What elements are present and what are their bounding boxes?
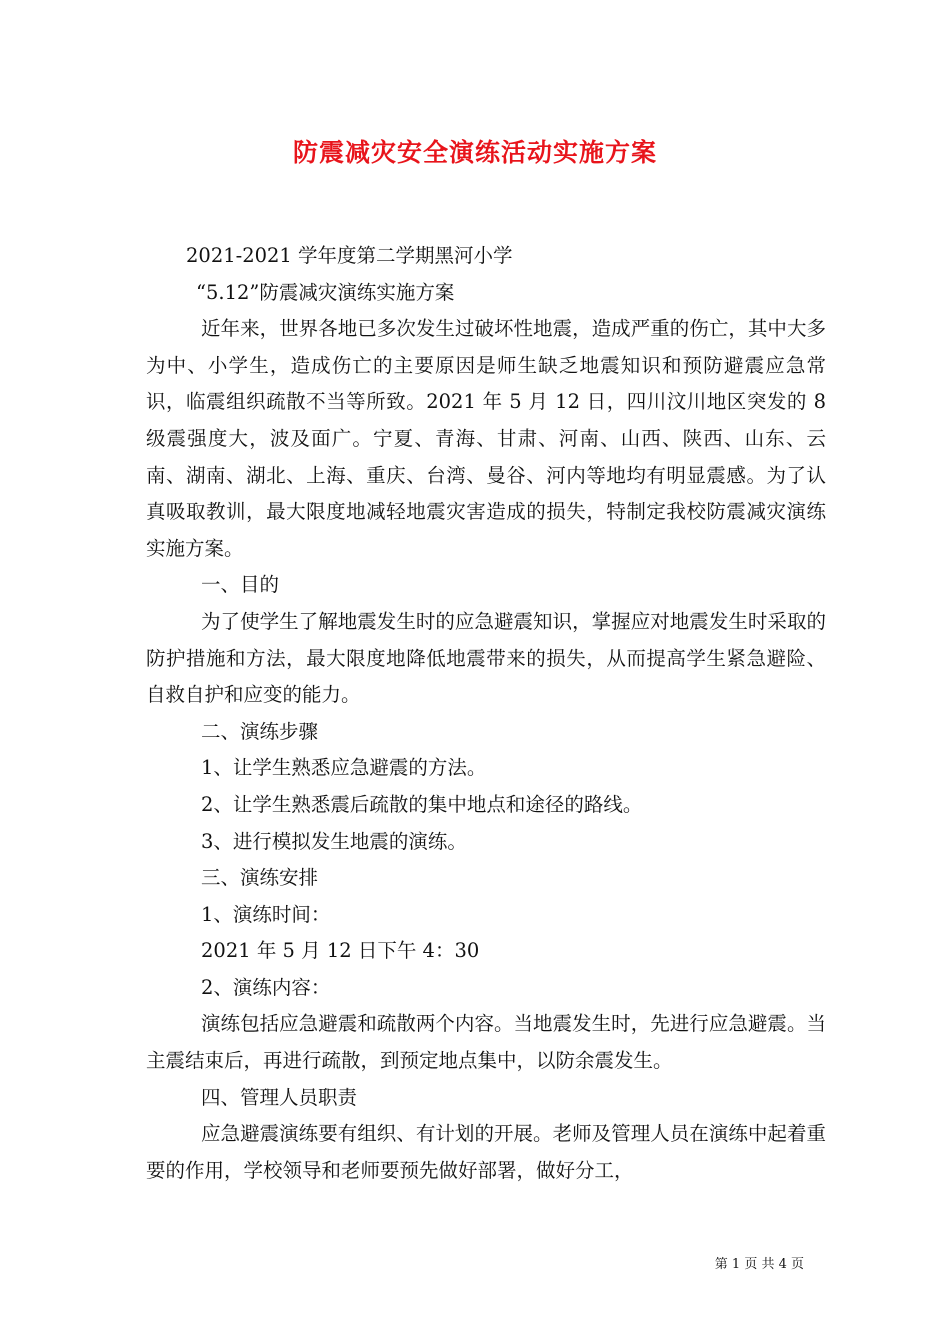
intro-paragraph: 近年来，世界各地已多次发生过破坏性地震，造成严重的伤亡，其中大多为中、小学生，造成伤亡的主要原因是师生缺乏地震知识和预防避震应急常识，临震组织疏散不当等所致。2021 年 5 月 12 日，四川汶川地区突发的 8 级震强度大，波及面广。宁夏、青海、甘肃、河南、山西、陕西、山东、云南、湖南、湖北、上海、重庆、台湾、曼谷、河内等地均有明显震感。为了认真吸取教训，最大限度地减轻地震灾害造成的损失，特制定我校防震减灾演练实施方案。 (146, 317, 826, 560)
page-indicator: 第 1 页 共 4 页 (714, 1257, 804, 1272)
drill-content-paragraph: 演练包括应急避震和疏散两个内容。当地震发生时，先进行应急避震。当主震结束后，再进行疏散，到预定地点集中，以防余震发生。 (146, 1012, 826, 1073)
drill-time-label: 1、演练时间： (201, 902, 331, 926)
step-item: 2、让学生熟悉震后疏散的集中地点和途径的路线。 (201, 792, 643, 816)
section-heading-arrangement: 三、演练安排 (201, 866, 319, 890)
section-heading-steps: 二、演练步骤 (201, 719, 319, 743)
subtitle-school: 2021-2021 学年度第二学期黑河小学 (186, 244, 513, 267)
drill-time-value: 2021 年 5 月 12 日下午 4：30 (201, 939, 480, 963)
duties-paragraph: 应急避震演练要有组织、有计划的开展。老师及管理人员在演练中起着重要的作用，学校领导和老师要预先做好部署，做好分工， (146, 1122, 826, 1182)
section-heading-duties: 四、管理人员职责 (201, 1085, 358, 1109)
document-body (146, 238, 826, 1189)
drill-content-label: 2、演练内容： (201, 975, 331, 999)
step-item: 1、让学生熟悉应急避震的方法。 (201, 756, 487, 780)
section-heading-purpose: 一、目的 (201, 573, 280, 597)
document-title: 防震减灾安全演练活动实施方案 (292, 138, 657, 167)
subtitle-plan: “5.12”防震减灾演练实施方案 (196, 280, 455, 304)
step-item: 3、进行模拟发生地震的演练。 (201, 829, 467, 853)
purpose-paragraph: 为了使学生了解地震发生时的应急避震知识，掌握应对地震发生时采取的防护措施和方法，最大限度地降低地震带来的损失，从而提高学生紧急避险、自救自护和应变的能力。 (146, 609, 826, 707)
